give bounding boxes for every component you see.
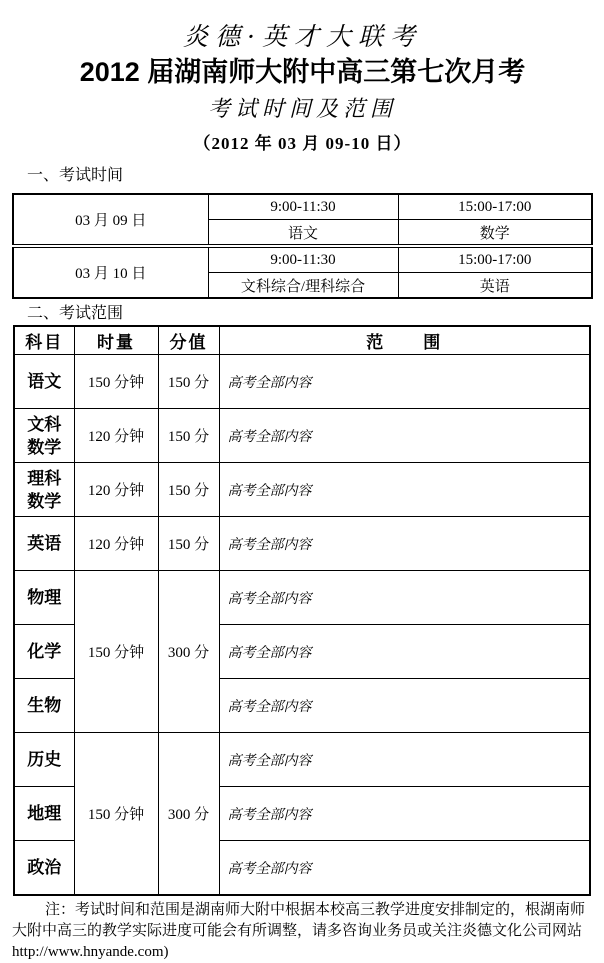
- table-header-row: [14, 326, 590, 355]
- scope-cell: 高考全部内容: [219, 463, 590, 517]
- scope-cell: 高考全部内容: [219, 679, 590, 733]
- subject-cell: 文科数学: [14, 409, 74, 463]
- table-row: [13, 194, 592, 220]
- table-row: [14, 463, 590, 517]
- section-heading-exam-scope: 二、考试范围: [27, 305, 124, 322]
- website-url: http://www.hnyande.com): [12, 944, 169, 960]
- subject-cell: 政治: [14, 841, 74, 896]
- brand-title: 炎德·英才大联考: [183, 22, 422, 51]
- table-row: [14, 409, 590, 463]
- footer-note: [12, 900, 594, 963]
- subject-cell: 理科数学: [14, 463, 74, 517]
- scope-cell: 高考全部内容: [219, 409, 590, 463]
- scope-cell: 高考全部内容: [219, 787, 590, 841]
- session-subject-cell: 英语: [398, 273, 592, 299]
- scope-cell: 高考全部内容: [219, 625, 590, 679]
- subject-cell: 物理: [14, 571, 74, 625]
- session-subject-cell: 文科综合/理科综合: [208, 273, 398, 299]
- subject-cell: 生物: [14, 679, 74, 733]
- scope-cell: 高考全部内容: [219, 517, 590, 571]
- table-row: [13, 246, 592, 273]
- scope-cell: 高考全部内容: [219, 733, 590, 787]
- table-row: [14, 517, 590, 571]
- score-cell: 300 分: [158, 571, 219, 733]
- subject-cell: 语文: [14, 355, 74, 409]
- date-range: （2012 年 03 月 09-10 日）: [193, 134, 412, 153]
- duration-cell: 150 分钟: [74, 733, 158, 896]
- duration-cell: 120 分钟: [74, 517, 158, 571]
- exam-date-cell: 03 月 10 日: [13, 246, 208, 298]
- score-cell: 150 分: [158, 355, 219, 409]
- scope-cell: 高考全部内容: [219, 571, 590, 625]
- table-row: [14, 733, 590, 787]
- note-line: 注：考试时间和范围是湖南师大附中根据本校高三教学进度安排制定的，根湖南师: [45, 902, 586, 918]
- table-row: [14, 571, 590, 625]
- doc-subtitle: 考试时间及范围: [207, 96, 397, 121]
- score-cell: 300 分: [158, 733, 219, 896]
- exam-time-table: [12, 193, 593, 299]
- exam-scope-table: [13, 325, 591, 896]
- scope-cell: 高考全部内容: [219, 841, 590, 896]
- session-time-cell: 15:00-17:00: [398, 194, 592, 220]
- subject-cell: 历史: [14, 733, 74, 787]
- duration-cell: 120 分钟: [74, 463, 158, 517]
- score-cell: 150 分: [158, 517, 219, 571]
- session-time-cell: 9:00-11:30: [208, 194, 398, 220]
- exam-date-cell: 03 月 09 日: [13, 194, 208, 246]
- duration-cell: 150 分钟: [74, 571, 158, 733]
- table-row: [14, 355, 590, 409]
- scope-cell: 高考全部内容: [219, 355, 590, 409]
- subject-cell: 英语: [14, 517, 74, 571]
- subject-cell: 地理: [14, 787, 74, 841]
- score-cell: 150 分: [158, 409, 219, 463]
- score-cell: 150 分: [158, 463, 219, 517]
- session-subject-cell: 语文: [208, 220, 398, 247]
- session-time-cell: 15:00-17:00: [398, 246, 592, 273]
- column-header-score: 分值: [158, 326, 219, 355]
- duration-cell: 120 分钟: [74, 409, 158, 463]
- duration-cell: 150 分钟: [74, 355, 158, 409]
- section-heading-exam-time: 一、考试时间: [27, 167, 124, 184]
- subject-cell: 化学: [14, 625, 74, 679]
- session-time-cell: 9:00-11:30: [208, 246, 398, 273]
- column-header-duration: 时量: [74, 326, 158, 355]
- note-line: 大附中高三的教学实际进度可能会有所调整，请多咨询业务员或关注炎德文化公司网站: [12, 923, 583, 939]
- column-header-scope: 范 围: [219, 326, 590, 355]
- session-subject-cell: 数学: [398, 220, 592, 247]
- exam-title: 2012 届湖南师大附中高三第七次月考: [79, 57, 526, 87]
- column-header-subject: 科目: [14, 326, 74, 355]
